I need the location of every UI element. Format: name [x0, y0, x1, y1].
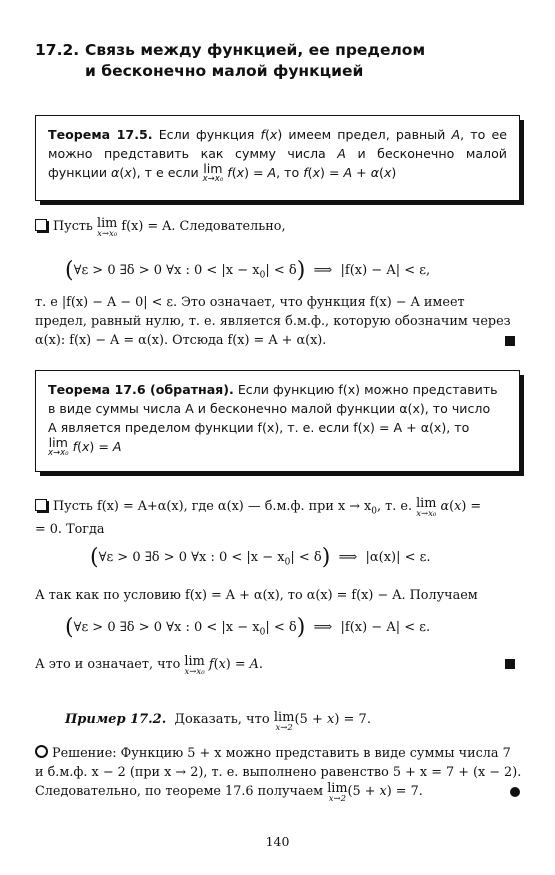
section-title — [35, 40, 515, 82]
page-number: 140 — [265, 834, 290, 849]
end-of-solution-circle-icon — [510, 787, 520, 797]
theorem-text: , то ее можно представить как сумму числа — [48, 127, 507, 161]
theorem-text: Если функция — [158, 127, 261, 142]
end-of-proof-square-icon — [505, 336, 515, 346]
section-title-line1: Связь между функцией, ее пределом — [85, 41, 426, 59]
theorem-text: имеем предел, равный — [282, 127, 452, 142]
example-label: Пример 17.2. — [65, 712, 167, 727]
formula-1: (∀ε > 0 ∃δ > 0 ∀x : $0 < |x - x_0| < \delta$) ⟹ |f(x) − A| < ε, — [65, 258, 431, 283]
section-title-line2: и бесконечно малой функцией — [85, 62, 364, 80]
theorem-text: , т е если — [136, 165, 203, 180]
limit-expr: lim x→x₀ — [184, 654, 205, 677]
theorem-17-6-box: Теорема 17.6 (обратная). Если функцию f(x) можно представить в виде суммы числа A и бесконечно малой функции α(x), то число A является пределом функции f(x), т. е. если f(x) = A + α(x), то lim x→x₀ f(x) = A — [35, 370, 520, 472]
limit-expr: lim x→2 — [327, 781, 348, 804]
solution-line3: Следовательно, по теореме 17.6 получаем lim x→2 (5 + x) = 7. — [35, 781, 423, 804]
theorem-17-5-name: Теорема 17.5. — [48, 127, 153, 142]
proof2-line2: = 0. Тогда — [35, 522, 105, 537]
end-of-proof-square-icon — [505, 659, 515, 669]
limit-expr: lim x→2 — [273, 710, 295, 733]
proof2-line4: А это и означает, что lim x→x₀ f(x) = A. — [35, 654, 263, 677]
theorem-17-5-box: Теорема 17.5. Если функция f(x) имеем предел, равный A, то ее можно представить как сумму числа A и бесконечно малой функции α(x), т е если lim x→x₀ f(x) = A, то f(x) = A + α(x) — [35, 115, 520, 201]
limit-expr: lim x→x₀ — [48, 435, 69, 458]
limit-expr: lim x→x₀ — [202, 161, 224, 184]
limit-expr: lim x→x₀ — [416, 496, 437, 519]
proof1-start: Пусть lim x→x₀ f(x) = A. Следовательно, — [35, 218, 525, 239]
theorem-text: , то — [276, 165, 304, 180]
limit-expr: lim x→x₀ — [96, 216, 118, 239]
proof1-line5: α(x): f(x) − A = α(x). Отсюда f(x) = A + α(x). — [35, 333, 327, 348]
example-17-2: Пример 17.2. Доказать, что lim x→2 (5 + x) = 7. — [65, 710, 371, 733]
proof-start-square-icon — [35, 499, 47, 511]
theorem-text: и бесконечно малой функции — [48, 146, 507, 180]
proof-start-square-icon — [35, 219, 47, 231]
formula-2: (∀ε > 0 ∃δ > 0 ∀x : $0 < |x - x_0| < \delta$) ⟹ |α(x)| < ε. — [90, 545, 431, 570]
proof2-line1: Пусть f(x) = A+α(x), где α(x) — б.м.ф. при $x \to x_0$, т. е. lim x→x₀ α(x) = — [35, 498, 525, 521]
solution-line1: Решение: Функцию 5 + x можно представить в виде суммы числа 7 — [35, 745, 525, 763]
proof1-line4: предел, равный нулю, т. е. является б.м.ф., которую обозначим через — [35, 314, 511, 329]
proof2-line3: А так как по условию f(x) = A + α(x), то α(x) = f(x) − A. Получаем — [35, 588, 478, 603]
proof1-line3: т. е |f(x) − A − 0| < ε. Это означает, что функция f(x) − A имеет — [35, 295, 465, 310]
theorem-17-6-name: Теорема 17.6 (обратная). — [48, 382, 234, 397]
section-number: 17.2. — [35, 41, 80, 59]
solution-line2: и б.м.ф. x − 2 (при x → 2), т. е. выполнено равенство 5 + x = 7 + (x − 2). — [35, 765, 522, 780]
solution-start-circle-icon — [35, 745, 48, 758]
theorem-text: в виде суммы числа A и бесконечно малой функции α(x), то число — [48, 401, 491, 416]
theorem-text: A является пределом функции f(x), т. е. если f(x) = A + α(x), то — [48, 420, 470, 435]
formula-3: (∀ε > 0 ∃δ > 0 ∀x : $0 < |x - x_0| < \delta$) ⟹ |f(x) − A| < ε. — [65, 615, 431, 640]
